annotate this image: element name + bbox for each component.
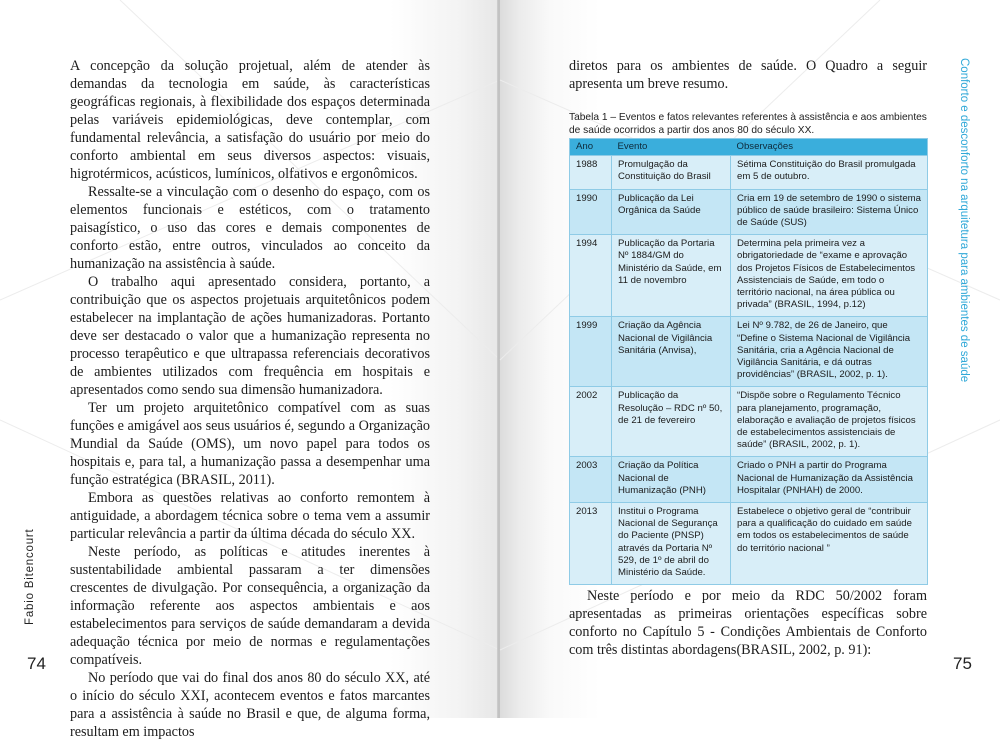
- left-body-text: [70, 57, 430, 741]
- table-row: [570, 503, 928, 585]
- cell-evento: Promulgação da Constituição do Brasil: [612, 156, 731, 189]
- cell-evento: Criação da Agência Nacional de Vigilância Sanitária (Anvisa),: [612, 317, 731, 387]
- cell-ano: 1988: [570, 156, 612, 189]
- cell-ano: 1994: [570, 235, 612, 317]
- cell-observacoes: Estabelece o objetivo geral de “contribuir para a qualificação do cuidado em saúde em todos os estabelecimentos de saúde do território nacional ”: [731, 503, 928, 585]
- table-header-row: [570, 139, 928, 156]
- cell-observacoes: Cria em 19 de setembro de 1990 o sistema público de saúde brasileiro: Sistema Único de Saúde (SUS): [731, 189, 928, 235]
- table-row: [570, 156, 928, 189]
- paragraph: Neste período e por meio da RDC 50/2002 foram apresentadas as primeiras orientações específicas sobre conforto no Capítulo 5 - Condições Ambientais de Conforto com três distintas abordagens(BRASIL, 2002, p. 91):: [569, 588, 927, 658]
- cell-evento: Institui o Programa Nacional de Segurança do Paciente (PNSP) através da Portaria Nº 529, de 1º de abril do Ministério da Saúde.: [612, 503, 731, 585]
- table-row: [570, 387, 928, 457]
- cell-ano: 1990: [570, 189, 612, 235]
- paragraph: diretos para os ambientes de saúde. O Quadro a seguir apresenta um breve resumo.: [569, 58, 927, 92]
- table-caption: Tabela 1 – Eventos e fatos relevantes referentes à assistência e aos ambientes de saúde ocorridos a partir dos anos 80 do século XX.: [569, 112, 927, 136]
- cell-evento: Publicação da Resolução – RDC nº 50, de 21 de fevereiro: [612, 387, 731, 457]
- right-top-text: [569, 57, 927, 93]
- paragraph: Neste período, as políticas e atitudes inerentes à sustentabilidade ambiental passaram a ter dimensões crescentes de divulgação. Por consequência, a organização da informação referente aos aspectos ambientais e aos estabelecimentos para serviços de saúde demandaram a devida adequação técnica por meio de normas e regulamentações compatíveis.: [70, 544, 430, 668]
- header-observacoes: Observações: [731, 139, 928, 156]
- table-row: [570, 457, 928, 503]
- paragraph: Ter um projeto arquitetônico compatível com as suas funções e amigável aos seus usuários é, segundo a Organização Mundial da Saúde (OMS), um novo papel para todos os hospitais e, para tal, a humanização passa a desempenhar uma função estratégica (BRASIL, 2011).: [70, 400, 430, 488]
- paragraph: No período que vai do final dos anos 80 do século XX, até o início do século XXI, acontecem eventos e fatos marcantes para a assistência à saúde no Brasil e que, de alguma forma, resultam em impactos: [70, 670, 430, 740]
- cell-evento: Publicação da Lei Orgânica da Saúde: [612, 189, 731, 235]
- table-row: [570, 317, 928, 387]
- page-number-left: 74: [27, 654, 46, 673]
- cell-observacoes: “Dispõe sobre o Regulamento Técnico para planejamento, programação, elaboração e avaliação de projetos físicos de estabelecimentos assistenciais de saúde” (BRASIL, 2002, p. 1).: [731, 387, 928, 457]
- paragraph: Ressalte-se a vinculação com o desenho do espaço, com os elementos funcionais e estéticos, com o tratamento paisagístico, o uso das cores e demais componentes de conforto estão, entre outros, vinculados ao conceito da humanização na assistência à saúde.: [70, 184, 430, 272]
- cell-observacoes: Criado o PNH a partir do Programa Nacional de Humanização da Assistência Hospitalar (PNHAH) de 2000.: [731, 457, 928, 503]
- cell-evento: Criação da Política Nacional de Humanização (PNH): [612, 457, 731, 503]
- left-page: [0, 0, 500, 740]
- right-bottom-text: [569, 587, 927, 659]
- cell-ano: 2002: [570, 387, 612, 457]
- events-table-container: [569, 138, 927, 585]
- cell-ano: 2003: [570, 457, 612, 503]
- cell-observacoes: Sétima Constituição do Brasil promulgada em 5 de outubro.: [731, 156, 928, 189]
- cell-observacoes: Determina pela primeira vez a obrigatoriedade de “exame e aprovação dos Projetos Físicos de Estabelecimentos Assistenciais de Saúde, em todo o território nacional, na área pública ou privada” (BRASIL, 1994, p.12): [731, 235, 928, 317]
- paragraph: Embora as questões relativas ao conforto remontem à antiguidade, a abordagem técnica sobre o tema vem a assumir particular relevância a partir da última década do século XX.: [70, 490, 430, 542]
- header-ano: Ano: [570, 139, 612, 156]
- header-evento: Evento: [612, 139, 731, 156]
- running-title: Conforto e desconforto na arquitetura para ambientes de saúde: [958, 58, 970, 383]
- table-row: [570, 235, 928, 317]
- paragraph: O trabalho aqui apresentado considera, portanto, a contribuição que os aspectos projetuais arquitetônicos podem estabelecer na implantação de ações humanizadoras. Portanto deve ser destacado o valor que a humanização representa no processo terapêutico e que ultrapassa referenciais decorativos de ambientes utilizados com frequência em hospitais e apresentados como sendo sua dimensão humanizadora.: [70, 274, 430, 398]
- cell-observacoes: Lei Nº 9.782, de 26 de Janeiro, que “Define o Sistema Nacional de Vigilância Sanitária, cria a Agência Nacional de Vigilância Sanitária, e dá outras providências” (BRASIL, 2002, p. 1).: [731, 317, 928, 387]
- author-name: Fabio Bitencourt: [24, 528, 36, 625]
- cell-evento: Publicação da Portaria Nº 1884/GM do Ministério da Saúde, em 11 de novembro: [612, 235, 731, 317]
- cell-ano: 2013: [570, 503, 612, 585]
- table-row: [570, 189, 928, 235]
- paragraph: A concepção da solução projetual, além de atender às demandas da tecnologia em saúde, às características geográficas regionais, à flexibilidade dos espaços determinada pelas variáveis epidemiológicas, deve contemplar, com fundamental relevância, a satisfação do usuário por meio do conforto ambiental em seus diversos aspectos: visuais, higrotérmicos, acústicos, lumínicos, olfativos e ergonômicos.: [70, 58, 430, 182]
- page-number-right: 75: [953, 654, 972, 673]
- cell-ano: 1999: [570, 317, 612, 387]
- events-table: [569, 138, 928, 585]
